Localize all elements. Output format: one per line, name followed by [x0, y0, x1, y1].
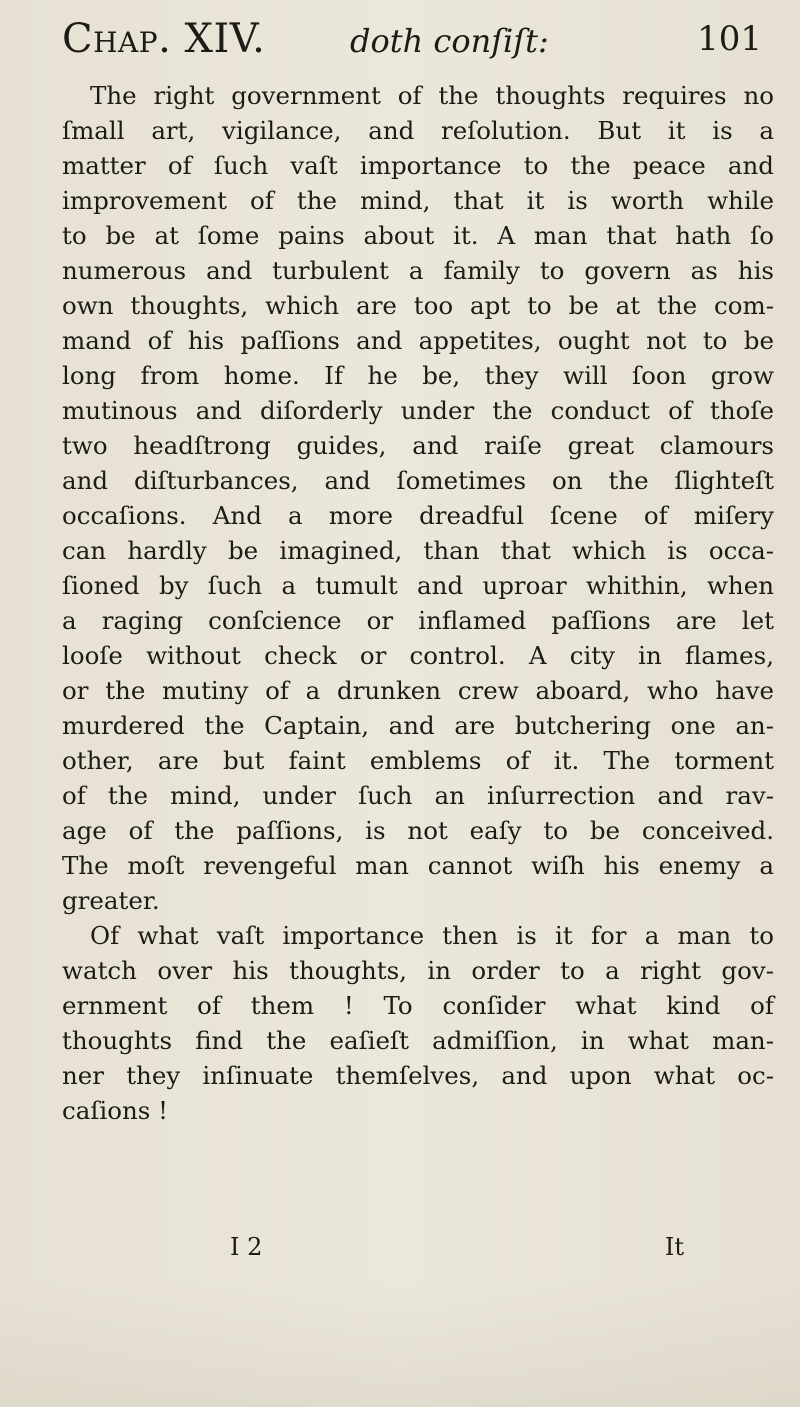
text-line: numerous and turbulent a family to govern as his — [62, 256, 774, 285]
text-line: ſioned by ſuch a tumult and uproar whithin, when — [62, 571, 774, 600]
text-line: looſe without check or control. A city in flames, — [62, 641, 774, 670]
text-line: or the mutiny of a drunken crew aboard, who have — [62, 676, 774, 705]
text-line: Of what vaſt importance then is it for a man to — [90, 921, 774, 950]
body-text — [62, 78, 774, 1128]
paper-stain — [0, 1280, 800, 1407]
text-line: improvement of the mind, that it is worth while — [62, 186, 774, 215]
text-line: two headſtrong guides, and raiſe great clamours — [62, 431, 774, 460]
text-line: age of the paſſions, is not eaſy to be conceived. — [62, 816, 774, 845]
catchword: It — [664, 1233, 684, 1261]
text-line: thoughts find the eaſieſt admiſſion, in what man- — [62, 1026, 774, 1055]
text-line: ernment of them ! To conſider what kind of — [62, 991, 774, 1020]
text-line: ſmall art, vigilance, and reſolution. But it is a — [62, 116, 774, 145]
text-line: of the mind, under ſuch an inſurrection and rav- — [62, 781, 774, 810]
text-line: ner they inſinuate themſelves, and upon what oc- — [62, 1061, 774, 1090]
text-line: and diſturbances, and ſometimes on the ſlighteſt — [62, 466, 774, 495]
text-line: mand of his paſſions and appetites, ought not to be — [62, 326, 774, 355]
text-line: The moſt revengeful man cannot wiſh his enemy a — [62, 851, 774, 880]
text-line: long from home. If he be, they will ſoon grow — [62, 361, 774, 390]
text-line: can hardly be imagined, than that which is occa- — [62, 536, 774, 565]
text-line: other, are but faint emblems of it. The torment — [62, 746, 774, 775]
signature-mark: I 2 — [230, 1233, 263, 1261]
text-line: watch over his thoughts, in order to a right gov- — [62, 956, 774, 985]
text-line: mutinous and diſorderly under the conduct of thoſe — [62, 396, 774, 425]
text-line: occaſions. And a more dreadful ſcene of miſery — [62, 501, 774, 530]
text-line: murdered the Captain, and are butchering one an- — [62, 711, 774, 740]
text-line: a raging conſcience or inflamed paſſions are let — [62, 606, 774, 635]
text-line: The right government of the thoughts requires no — [90, 81, 774, 110]
text-line: to be at ſome pains about it. A man that hath ſo — [62, 221, 774, 250]
chapter-heading: Chap. XIV. — [62, 16, 266, 62]
text-line: own thoughts, which are too apt to be at the com- — [62, 291, 774, 320]
text-line: greater. — [62, 886, 160, 915]
text-line: caſions ! — [62, 1096, 168, 1125]
page-number: 101 — [697, 19, 762, 59]
running-title: doth conſiſt: — [350, 22, 549, 60]
running-head — [62, 14, 762, 64]
footer-catchline — [230, 1232, 684, 1262]
text-line: matter of ſuch vaſt importance to the peace and — [62, 151, 774, 180]
